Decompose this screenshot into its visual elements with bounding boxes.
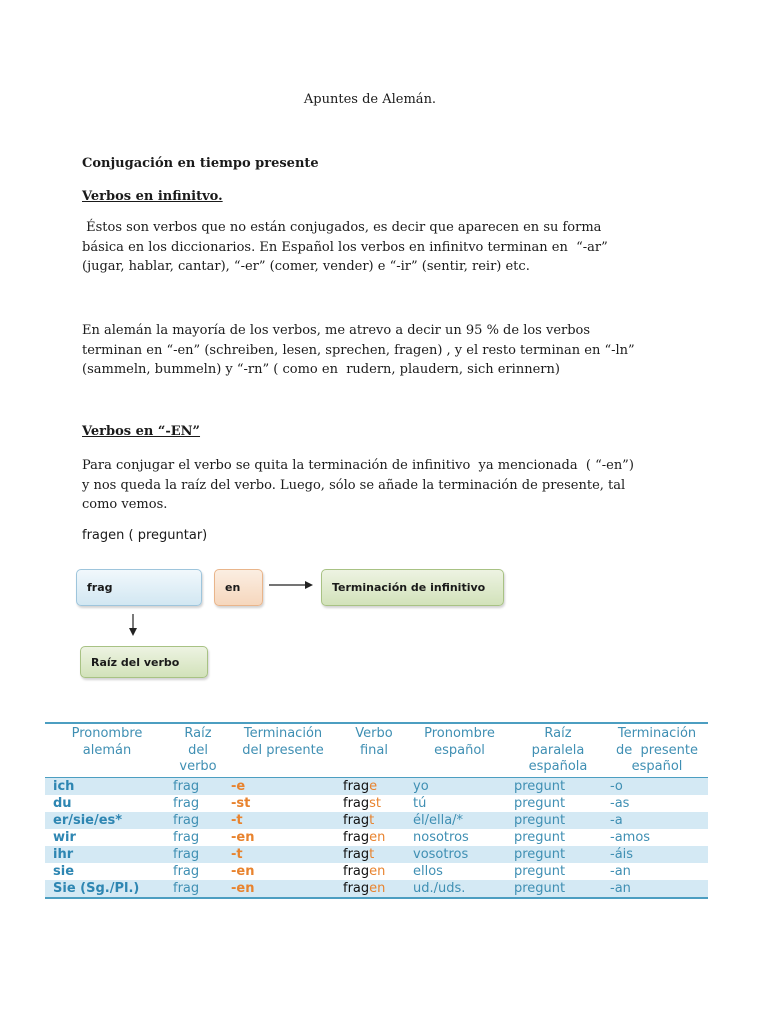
cell-pronoun-german: ihr (45, 846, 169, 863)
table-row (45, 846, 708, 863)
final-verb-ending: e (369, 778, 378, 794)
cell-spanish-ending: -an (610, 863, 631, 879)
infinitive-ending-box (321, 569, 504, 606)
paragraph-line: (jugar, hablar, cantar), “-er” (comer, vender) e “-ir” (sentir, reir) etc. (82, 259, 530, 274)
table-row (45, 863, 708, 880)
cell-spanish-ending: -a (606, 812, 708, 829)
cell-final-verb (339, 863, 409, 880)
down-arrow-icon (127, 613, 139, 637)
root-label: Raíz del verbo (91, 655, 180, 669)
cell-present-ending: -t (227, 812, 339, 829)
cell-spanish-ending: -amos (610, 829, 651, 845)
cell-verb-root: frag (169, 812, 227, 829)
cell-present-ending: -en (231, 829, 255, 845)
cell-pronoun-spanish: tú (413, 795, 427, 811)
paragraph-german (82, 321, 682, 380)
final-verb-ending: en (369, 863, 386, 879)
cell-final-verb (339, 829, 409, 846)
document-title: Apuntes de Alemán. (303, 92, 437, 107)
header-line: Pronombre (424, 726, 495, 741)
cell-spanish-ending: -as (610, 795, 630, 811)
heading-infinitive: Verbos en infinitvo. (82, 189, 223, 204)
header-line: español (434, 742, 485, 758)
header-line: paralela (531, 742, 585, 758)
right-arrow-icon (268, 579, 314, 591)
paragraph-line: Para conjugar el verbo se quita la terminación de infinitivo ya mencionada ( “-en”) (82, 458, 634, 473)
header-line: alemán (82, 742, 132, 758)
cell-verb-root: frag (169, 880, 227, 898)
cell-spanish-root: pregunt (510, 777, 606, 795)
cell-final-verb (339, 880, 409, 898)
cell-pronoun-spanish: ellos (413, 863, 443, 879)
header-line: Terminación (617, 726, 697, 741)
header-line: Pronombre (71, 726, 143, 741)
cell-verb-root: frag (169, 777, 227, 795)
header-line: final (359, 742, 388, 758)
header-line: Verbo (355, 726, 393, 741)
final-verb-ending: t (369, 846, 375, 862)
cell-spanish-ending: -áis (606, 846, 708, 863)
stem-box-label: frag (87, 581, 113, 594)
final-verb-stem: frag (343, 795, 370, 811)
root-box (80, 646, 208, 678)
paragraph-line: Éstos son verbos que no están conjugados, es decir que aparecen en su forma (82, 220, 602, 235)
cell-pronoun-spanish: vosotros (409, 846, 510, 863)
header-pronoun-spanish (409, 723, 510, 777)
header-verb-root (169, 723, 227, 777)
paragraph-conjugate (82, 456, 682, 515)
paragraph-line: terminan en “-en” (schreiben, lesen, sprechen, fragen) , y el resto terminan en “-ln” (82, 342, 635, 358)
header-line: Raíz (544, 726, 572, 741)
cell-final-verb (339, 846, 409, 863)
cell-spanish-ending: -o (606, 777, 708, 795)
cell-pronoun-german: Sie (Sg./Pl.) (45, 880, 169, 898)
cell-spanish-root: pregunt (510, 846, 606, 863)
paragraph-line: (sammeln, bummeln) y “-rn” ( como en rudern, plaudern, sich erinnern) (82, 362, 560, 377)
header-line: española (528, 759, 588, 774)
header-spanish-ending (606, 723, 708, 777)
cell-present-ending: -en (227, 880, 339, 898)
cell-spanish-root: pregunt (514, 795, 566, 811)
cell-pronoun-german: du (53, 795, 72, 811)
stem-box (76, 569, 202, 606)
cell-present-ending: -st (231, 795, 251, 811)
infinitive-ending-label: Terminación de infinitivo (332, 581, 486, 594)
cell-pronoun-spanish: yo (409, 777, 510, 795)
final-verb-ending: en (369, 880, 386, 896)
header-line: Raíz (184, 726, 212, 741)
paragraph-line: En alemán la mayoría de los verbos, me atrevo a decir un 95 % de los verbos (82, 323, 591, 338)
cell-verb-root: frag (173, 795, 200, 811)
table-row (45, 880, 708, 898)
cell-spanish-root: pregunt (514, 863, 566, 879)
header-final-verb (339, 723, 409, 777)
cell-pronoun-german: ich (45, 777, 169, 795)
cell-final-verb (339, 812, 409, 829)
header-line: del presente (242, 742, 324, 758)
final-verb-stem: frag (343, 812, 370, 828)
cell-final-verb (339, 777, 409, 795)
cell-pronoun-german: wir (53, 829, 76, 845)
heading-main: Conjugación en tiempo presente (82, 156, 319, 171)
header-present-ending (227, 723, 339, 777)
cell-spanish-root: pregunt (510, 880, 606, 898)
header-line: del (188, 742, 208, 758)
cell-verb-root: frag (169, 846, 227, 863)
final-verb-ending: en (369, 829, 386, 845)
cell-pronoun-spanish: él/ella/* (409, 812, 510, 829)
table-row (45, 829, 708, 846)
cell-spanish-ending: -an (606, 880, 708, 898)
paragraph-line: básica en los diccionarios. En Español los verbos en infinitvo terminan en “-ar” (82, 239, 608, 255)
header-line: español (631, 759, 683, 774)
header-spanish-root (510, 723, 606, 777)
paragraph-line: como vemos. (82, 497, 168, 512)
conjugation-table (45, 722, 708, 899)
header-line: Terminación (243, 726, 323, 741)
cell-pronoun-german: sie (53, 863, 75, 879)
header-line: verbo (179, 759, 217, 774)
table-row (45, 777, 708, 795)
ending-box (214, 569, 263, 606)
ending-box-label: en (225, 581, 241, 594)
final-verb-stem: frag (343, 863, 370, 879)
table-header-row (45, 723, 708, 777)
header-line: de presente (616, 742, 698, 758)
final-verb-stem: frag (343, 846, 370, 862)
cell-present-ending: -e (227, 777, 339, 795)
cell-verb-root: frag (173, 829, 200, 845)
cell-spanish-root: pregunt (514, 829, 566, 845)
heading-en: Verbos en “-EN” (82, 424, 201, 439)
cell-present-ending: -t (227, 846, 339, 863)
example-verb: fragen ( preguntar) (82, 528, 208, 543)
cell-pronoun-spanish: nosotros (413, 829, 469, 845)
cell-pronoun-spanish: ud./uds. (409, 880, 510, 898)
final-verb-ending: t (369, 812, 375, 828)
final-verb-stem: frag (343, 829, 370, 845)
cell-verb-root: frag (173, 863, 200, 879)
table-row (45, 812, 708, 829)
cell-present-ending: -en (231, 863, 255, 879)
table-row (45, 795, 708, 812)
cell-pronoun-german: er/sie/es* (45, 812, 169, 829)
final-verb-stem: frag (343, 880, 370, 896)
header-pronoun-german (45, 723, 169, 777)
final-verb-ending: st (369, 795, 382, 811)
cell-spanish-root: pregunt (510, 812, 606, 829)
paragraph-infinitive (82, 218, 682, 277)
paragraph-line: y nos queda la raíz del verbo. Luego, sólo se añade la terminación de presente, tal (82, 477, 626, 493)
final-verb-stem: frag (343, 778, 370, 794)
cell-final-verb (339, 795, 409, 812)
